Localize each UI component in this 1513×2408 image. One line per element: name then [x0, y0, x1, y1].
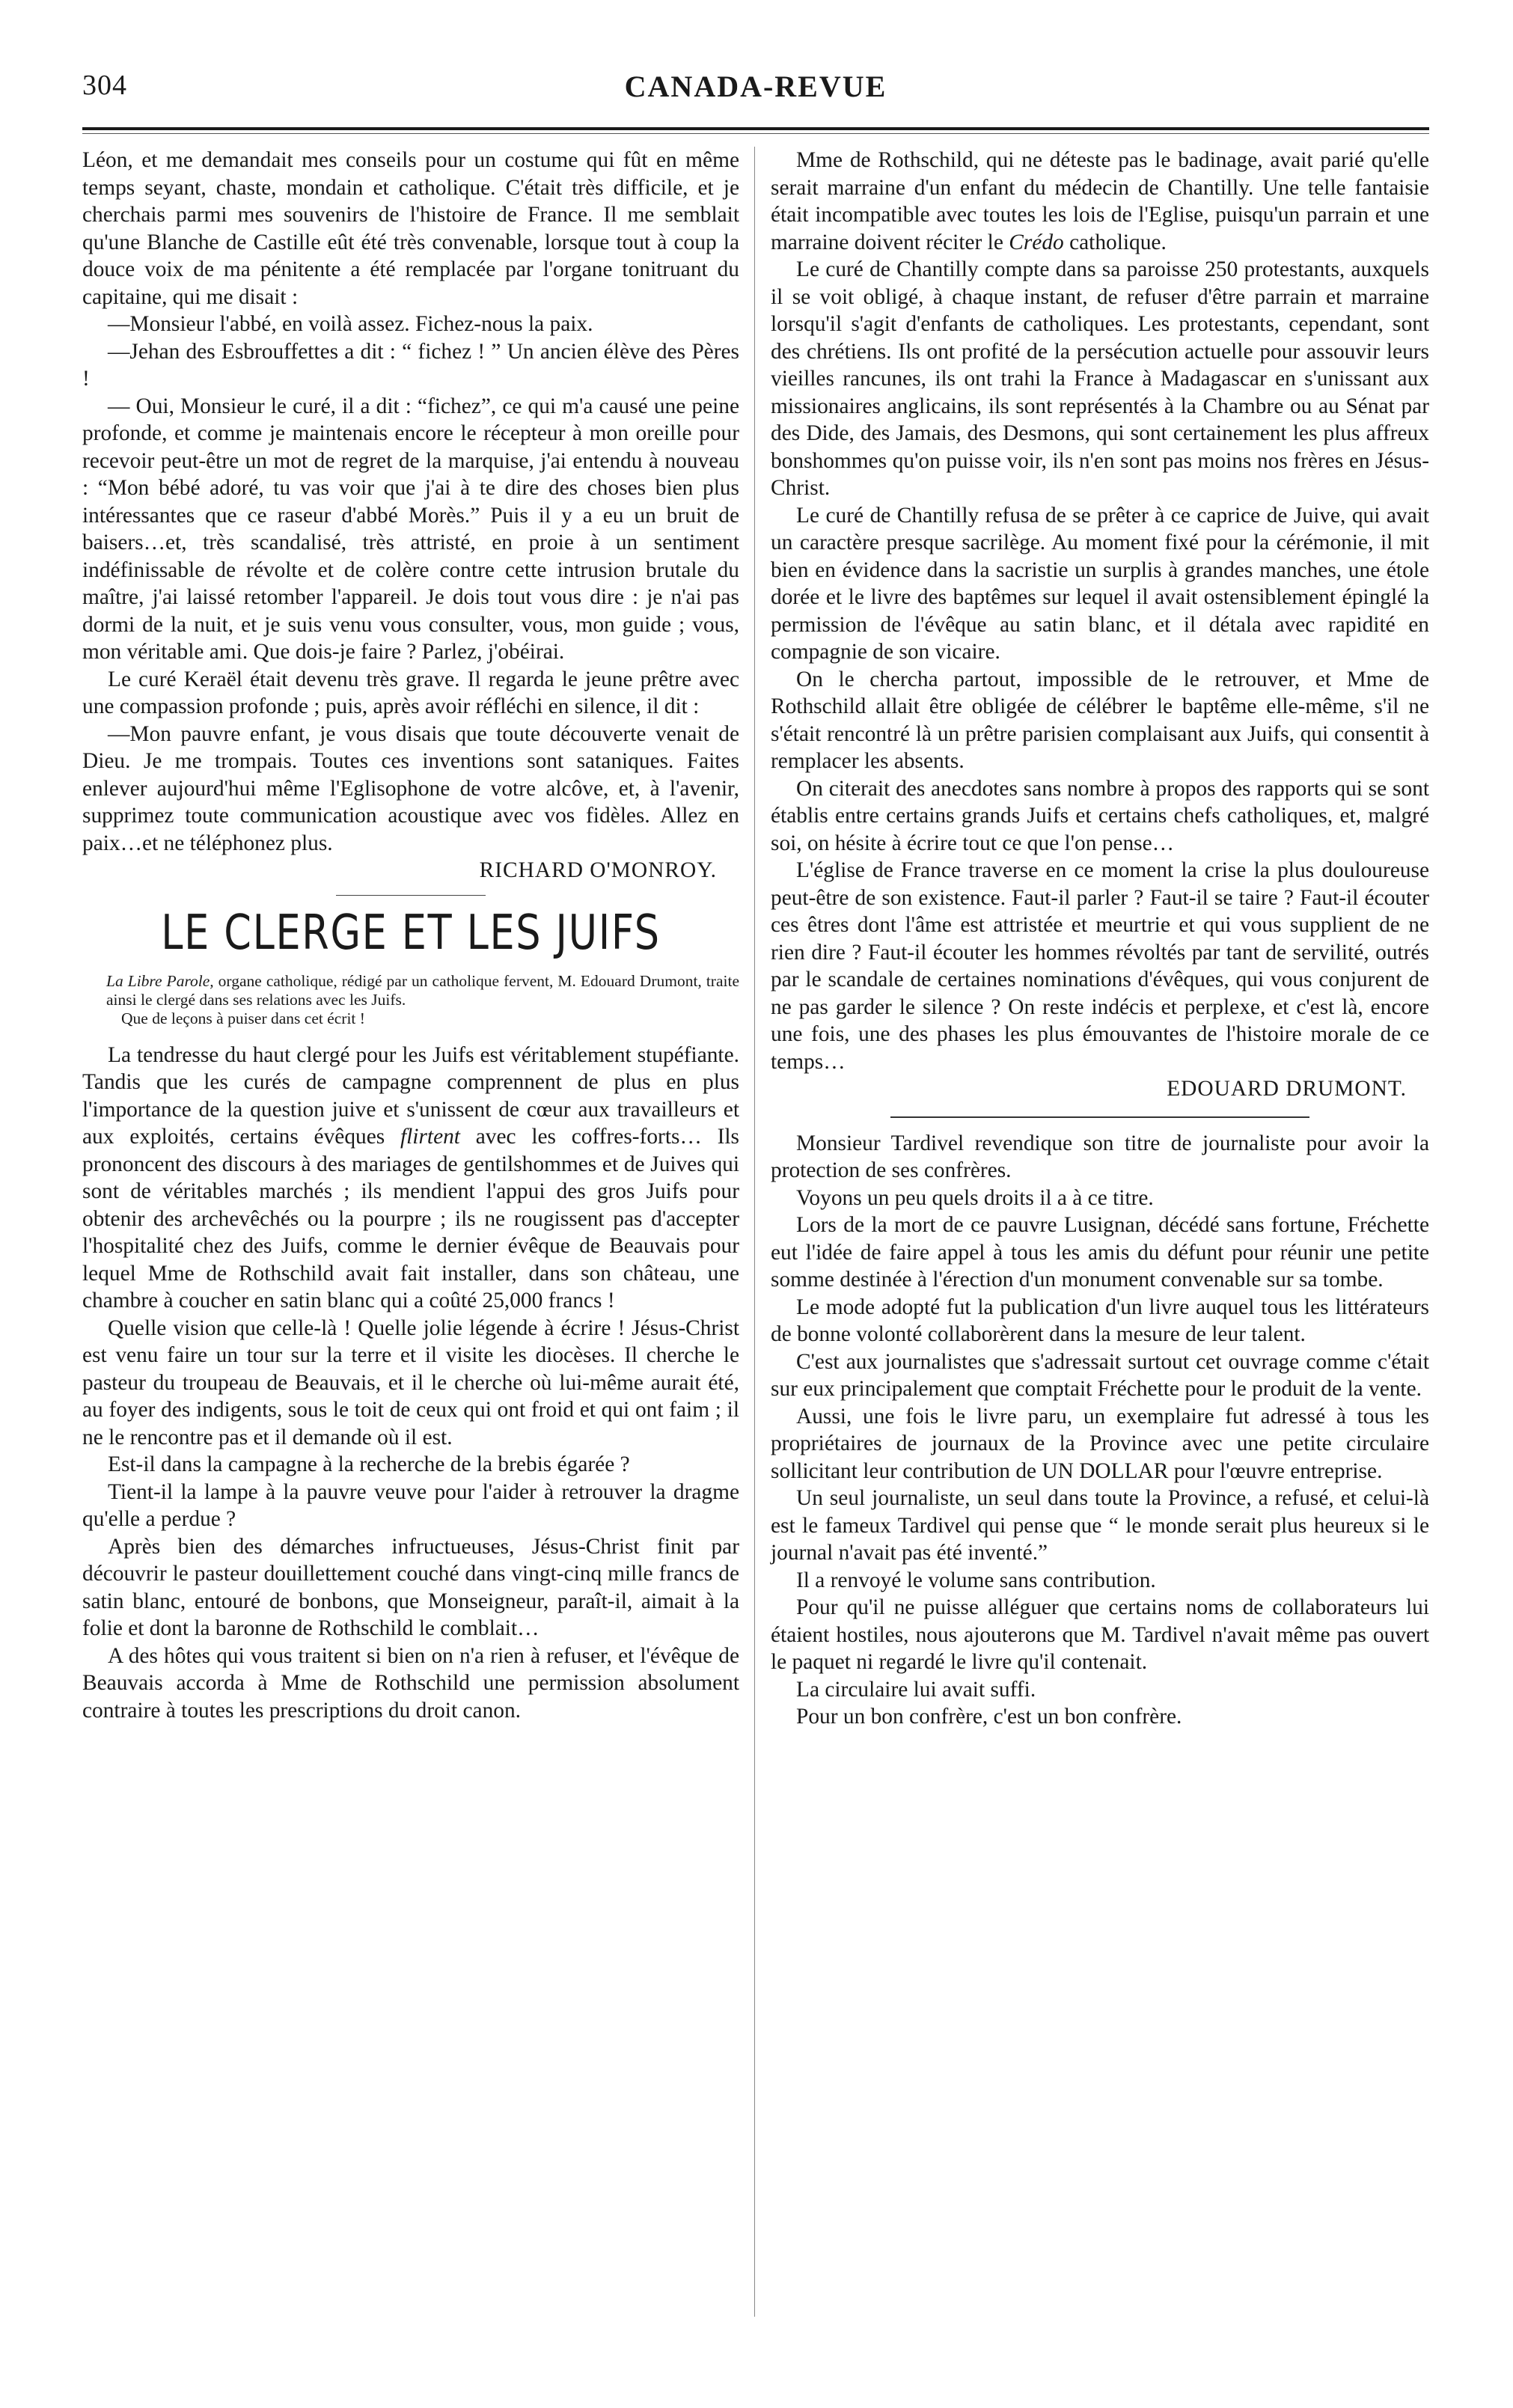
paragraph: Pour un bon confrère, c'est un bon confrère.: [796, 1705, 1182, 1729]
paragraph-text: Mme de Rothschild, qui ne déteste pas le badinage, avait parié qu'elle serait marraine d'un enfant du médecin de Chantilly. Une telle fantaisie était incompatible avec toutes les lois de l'Eglise, puisqu'un parrain et une marraine doivent réciter le: [771, 148, 1429, 254]
paragraph: —Jehan des Esbrouffettes a dit : “ fichez ! ” Un ancien élève des Pères !: [82, 339, 739, 391]
epigraph: [82, 972, 739, 1028]
paragraph: Lors de la mort de ce pauvre Lusignan, décédé sans fortune, Fréchette eut l'idée de faire appel à tous les amis du défunt pour réunir une petite somme destinée à l'érection d'un monument convenable sur sa tombe.: [771, 1213, 1429, 1292]
paragraph: —Mon pauvre enfant, je vous disais que toute découverte venait de Dieu. Je me trompais. Toutes ces inventions sont sataniques. Faites enlever aujourd'hui même l'Eglisophone de votre alcôve, et, à l'avenir, supprimez toute communication acoustique avec vos fidèles. Allez en paix…et ne téléphonez plus.: [82, 721, 739, 855]
paragraph: [771, 147, 1429, 256]
paragraph: [82, 1042, 739, 1315]
header-rule-thin: [82, 133, 1429, 134]
author-signature: EDOUARD DRUMONT.: [1167, 1077, 1407, 1101]
italic-word: flirtent: [400, 1125, 460, 1149]
paragraph: Un seul journaliste, un seul dans toute la Province, a refusé, et celui-là est le fameux Tardivel qui pense que “ le monde serait plus heureux si le journal n'avait pas été inventé.”: [771, 1486, 1429, 1565]
header-rule: [82, 127, 1429, 130]
column-rule: [754, 147, 755, 2317]
paragraph: Tient-il la lampe à la pauvre veuve pour l'aider à retrouver la dragme qu'elle a perdue ?: [82, 1479, 739, 1531]
paragraph: —Monsieur l'abbé, en voilà assez. Fichez-nous la paix.: [108, 312, 593, 336]
epigraph-line: Que de leçons à puiser dans cet écrit !: [121, 1009, 365, 1027]
paragraph: Quelle vision que celle-là ! Quelle jolie légende à écrire ! Jésus-Christ est venu faire un tour sur la terre et il visite les diocèses. Il cherche le pasteur du troupeau de Beauvais, et il le cherche où lui-même aurait été, au foyer des indigents, sous le toit de ceux qui ont froid et qui ont faim ; il ne le rencontre pas et il demande où il est.: [82, 1315, 739, 1449]
paragraph: Il a renvoyé le volume sans contribution.: [796, 1568, 1156, 1592]
section-divider: [890, 1116, 1309, 1118]
epigraph-line: [106, 972, 739, 1009]
paragraph: Le curé de Chantilly compte dans sa paroisse 250 protestants, auxquels il se voit obligé, à chaque instant, de refuser d'être parrain et marraine lorsqu'il s'agit d'enfants de catholiques. Les protestants, cependant, sont des chrétiens. Ils ont profité de la persécution actuelle pour assouvir leurs vieilles rancunes, ils ont trahi la France à Madagascar en s'unissant aux missionaires anglicains, ils sont représentés à la Chambre ou au Sénat par des Dide, des Jamais, des Desmons, qui sont certainement les plus affreux bonshommes qu'on puisse voir, ils n'en sont pas moins nos frères en Jésus-Christ.: [771, 257, 1429, 500]
paragraph: Le mode adopté fut la publication d'un livre auquel tous les littérateurs de bonne volonté collaborèrent dans la mesure de leur talent.: [771, 1295, 1429, 1346]
paragraph: Voyons un peu quels droits il a à ce titre.: [796, 1185, 1154, 1210]
paragraph-text: avec les coffres-forts… Ils prononcent des discours à des mariages de gentilshommes et de Juives qui sont de véritables marchés ; ils mendient l'appui des gros Juifs pour obtenir des archevêchés ou la pourpre ; ils ne rougissent pas d'accepter l'hospitalité chez des Juifs, comme le dernier évêque de Beauvais pour lequel Mme de Rothschild avait fait installer, dans son château, une chambre à coucher en satin blanc qui a coûté 25,000 francs !: [82, 1125, 739, 1313]
page-header: [82, 64, 1429, 117]
article-title: LE CLERGE ET LES JUIFS: [161, 905, 661, 961]
paragraph-text: La tendresse du haut clergé pour les Juifs est véritablement stupéfiante. Tandis que les curés de campagne comprennent de plus en plus l'importance de la question juive et s'unissent de cœur aux travailleurs et aux exploités, certains évêques: [82, 1042, 739, 1149]
paragraph-text: catholique.: [1063, 230, 1167, 254]
paragraph: L'église de France traverse en ce moment la crise la plus douloureuse peut-être de son existence. Faut-il parler ? Faut-il se taire ? Faut-il écouter ces êtres dont l'âme est attristée et meurtrie et qui vous supplient de ne rien dire ? Faut-il écouter les hommes révoltés par tant de servilité, outrés par le scandale de certaines nominations d'évêques, qui vous conjurent de ne pas garder le silence ? On reste indécis et perplexe, et c'est là, encore une fois, une des phases les plus émouvantes de l'histoire morale de ce temps…: [771, 858, 1429, 1074]
paragraph: Aussi, une fois le livre paru, un exemplaire fut adressé à tous les propriétaires de journaux de la Province avec une petite circulaire sollicitant leur contribution de UN DOLLAR pour l'œuvre entreprise.: [771, 1404, 1429, 1483]
paragraph: On le chercha partout, impossible de le retrouver, et Mme de Rothschild allait être obligée de célébrer le baptême elle-même, s'il ne s'était rencontré là un prêtre parisien complaisant aux Juifs, qui consentit à remplacer les absents.: [771, 667, 1429, 773]
paragraph: Après bien des démarches infructueuses, Jésus-Christ finit par découvrir le pasteur douillettement couché dans vingt-cinq mille francs de satin blanc, entouré de bonbons, que Monseigneur, paraît-il, aimait à la folie et dont la baronne de Rothschild le comblait…: [82, 1534, 739, 1640]
paragraph: C'est aux journalistes que s'adressait surtout cet ouvrage comme c'était sur eux principalement que comptait Fréchette pour le produit de la vente.: [771, 1349, 1429, 1401]
page-number: 304: [82, 70, 127, 101]
left-column: [82, 147, 739, 1724]
running-title: CANADA-REVUE: [624, 70, 887, 103]
author-signature: RICHARD O'MONROY.: [479, 858, 717, 882]
paragraph: Monsieur Tardivel revendique son titre de journaliste pour avoir la protection de ses confrères.: [771, 1131, 1429, 1182]
paragraph: Le curé Keraël était devenu très grave. Il regarda le jeune prêtre avec une compassion profonde ; puis, après avoir réfléchi en silence, il dit :: [82, 667, 739, 718]
paragraph: On citerait des anecdotes sans nombre à propos des rapports qui se sont établis entre certains grands Juifs et certains chefs catholiques, et, malgré soi, on hésite à écrire tout ce que l'on pense…: [771, 776, 1429, 855]
paragraph: Léon, et me demandait mes conseils pour un costume qui fût en même temps seyant, chaste, mondain et catholique. C'était très difficile, et je cherchais parmi mes souvenirs de l'histoire de France. Il me semblait qu'une Blanche de Castille eût été très convenable, lorsque tout à coup la douce voix de ma pénitente a été remplacée par l'organe tonitruant du capitaine, qui me disait :: [82, 148, 739, 309]
italic-word: Crédo: [1009, 230, 1064, 254]
section-divider: [336, 895, 486, 896]
paragraph: Pour qu'il ne puisse alléguer que certains noms de collaborateurs lui étaient hostiles, nous ajouterons que M. Tardivel n'avait même pas ouvert le paquet ni regardé le livre qu'il contenait.: [771, 1595, 1429, 1674]
paragraph: Le curé de Chantilly refusa de se prêter à ce caprice de Juive, qui avait un caractère presque sacrilège. Au moment fixé pour la cérémonie, il mit bien en évidence dans la sacristie un surplis à grandes manches, une étole dorée et le livre des baptêmes sur lequel il avait ostensiblement épinglé la permission de l'évêque au satin blanc, et il détala avec rapidité en compagnie de son vicaire.: [771, 503, 1429, 664]
paragraph: A des hôtes qui vous traitent si bien on n'a rien à refuser, et l'évêque de Beauvais accorda à Mme de Rothschild une permission absolument contraire à toutes les prescriptions du droit canon.: [82, 1643, 739, 1723]
epigraph-text: organe catholique, rédigé par un catholique fervent, M. Edouard Drumont, traite ainsi le clergé dans ses relations avec les Juifs.: [106, 971, 739, 1009]
paragraph: La circulaire lui avait suffi.: [796, 1677, 1036, 1702]
epigraph-source: La Libre Parole,: [106, 971, 214, 990]
paragraph: Est-il dans la campagne à la recherche de la brebis égarée ?: [108, 1452, 630, 1476]
paragraph: — Oui, Monsieur le curé, il a dit : “fichez”, ce qui m'a causé une peine profonde, et comme je maintenais encore le récepteur à mon oreille pour recevoir peut-être un mot de regret de la marquise, j'ai entendu à nouveau : “Mon bébé adoré, tu vas voir que j'ai à te dire des choses bien plus intéressantes que ce raseur d'abbé Morès.” Puis il y a eu un bruit de baisers…et, très scandalisé, très attristé, en proie à un sentiment indéfinissable de révolte et de colère contre cette intrusion brutale du maître, j'ai laissé retomber l'appareil. Je dois tout vous dire : je n'ai pas dormi de la nuit, et je suis venu vous consulter, vous, mon guide ; vous, mon véritable ami. Que dois-je faire ? Parlez, j'obéirai.: [82, 394, 739, 664]
right-column: [771, 147, 1429, 1731]
